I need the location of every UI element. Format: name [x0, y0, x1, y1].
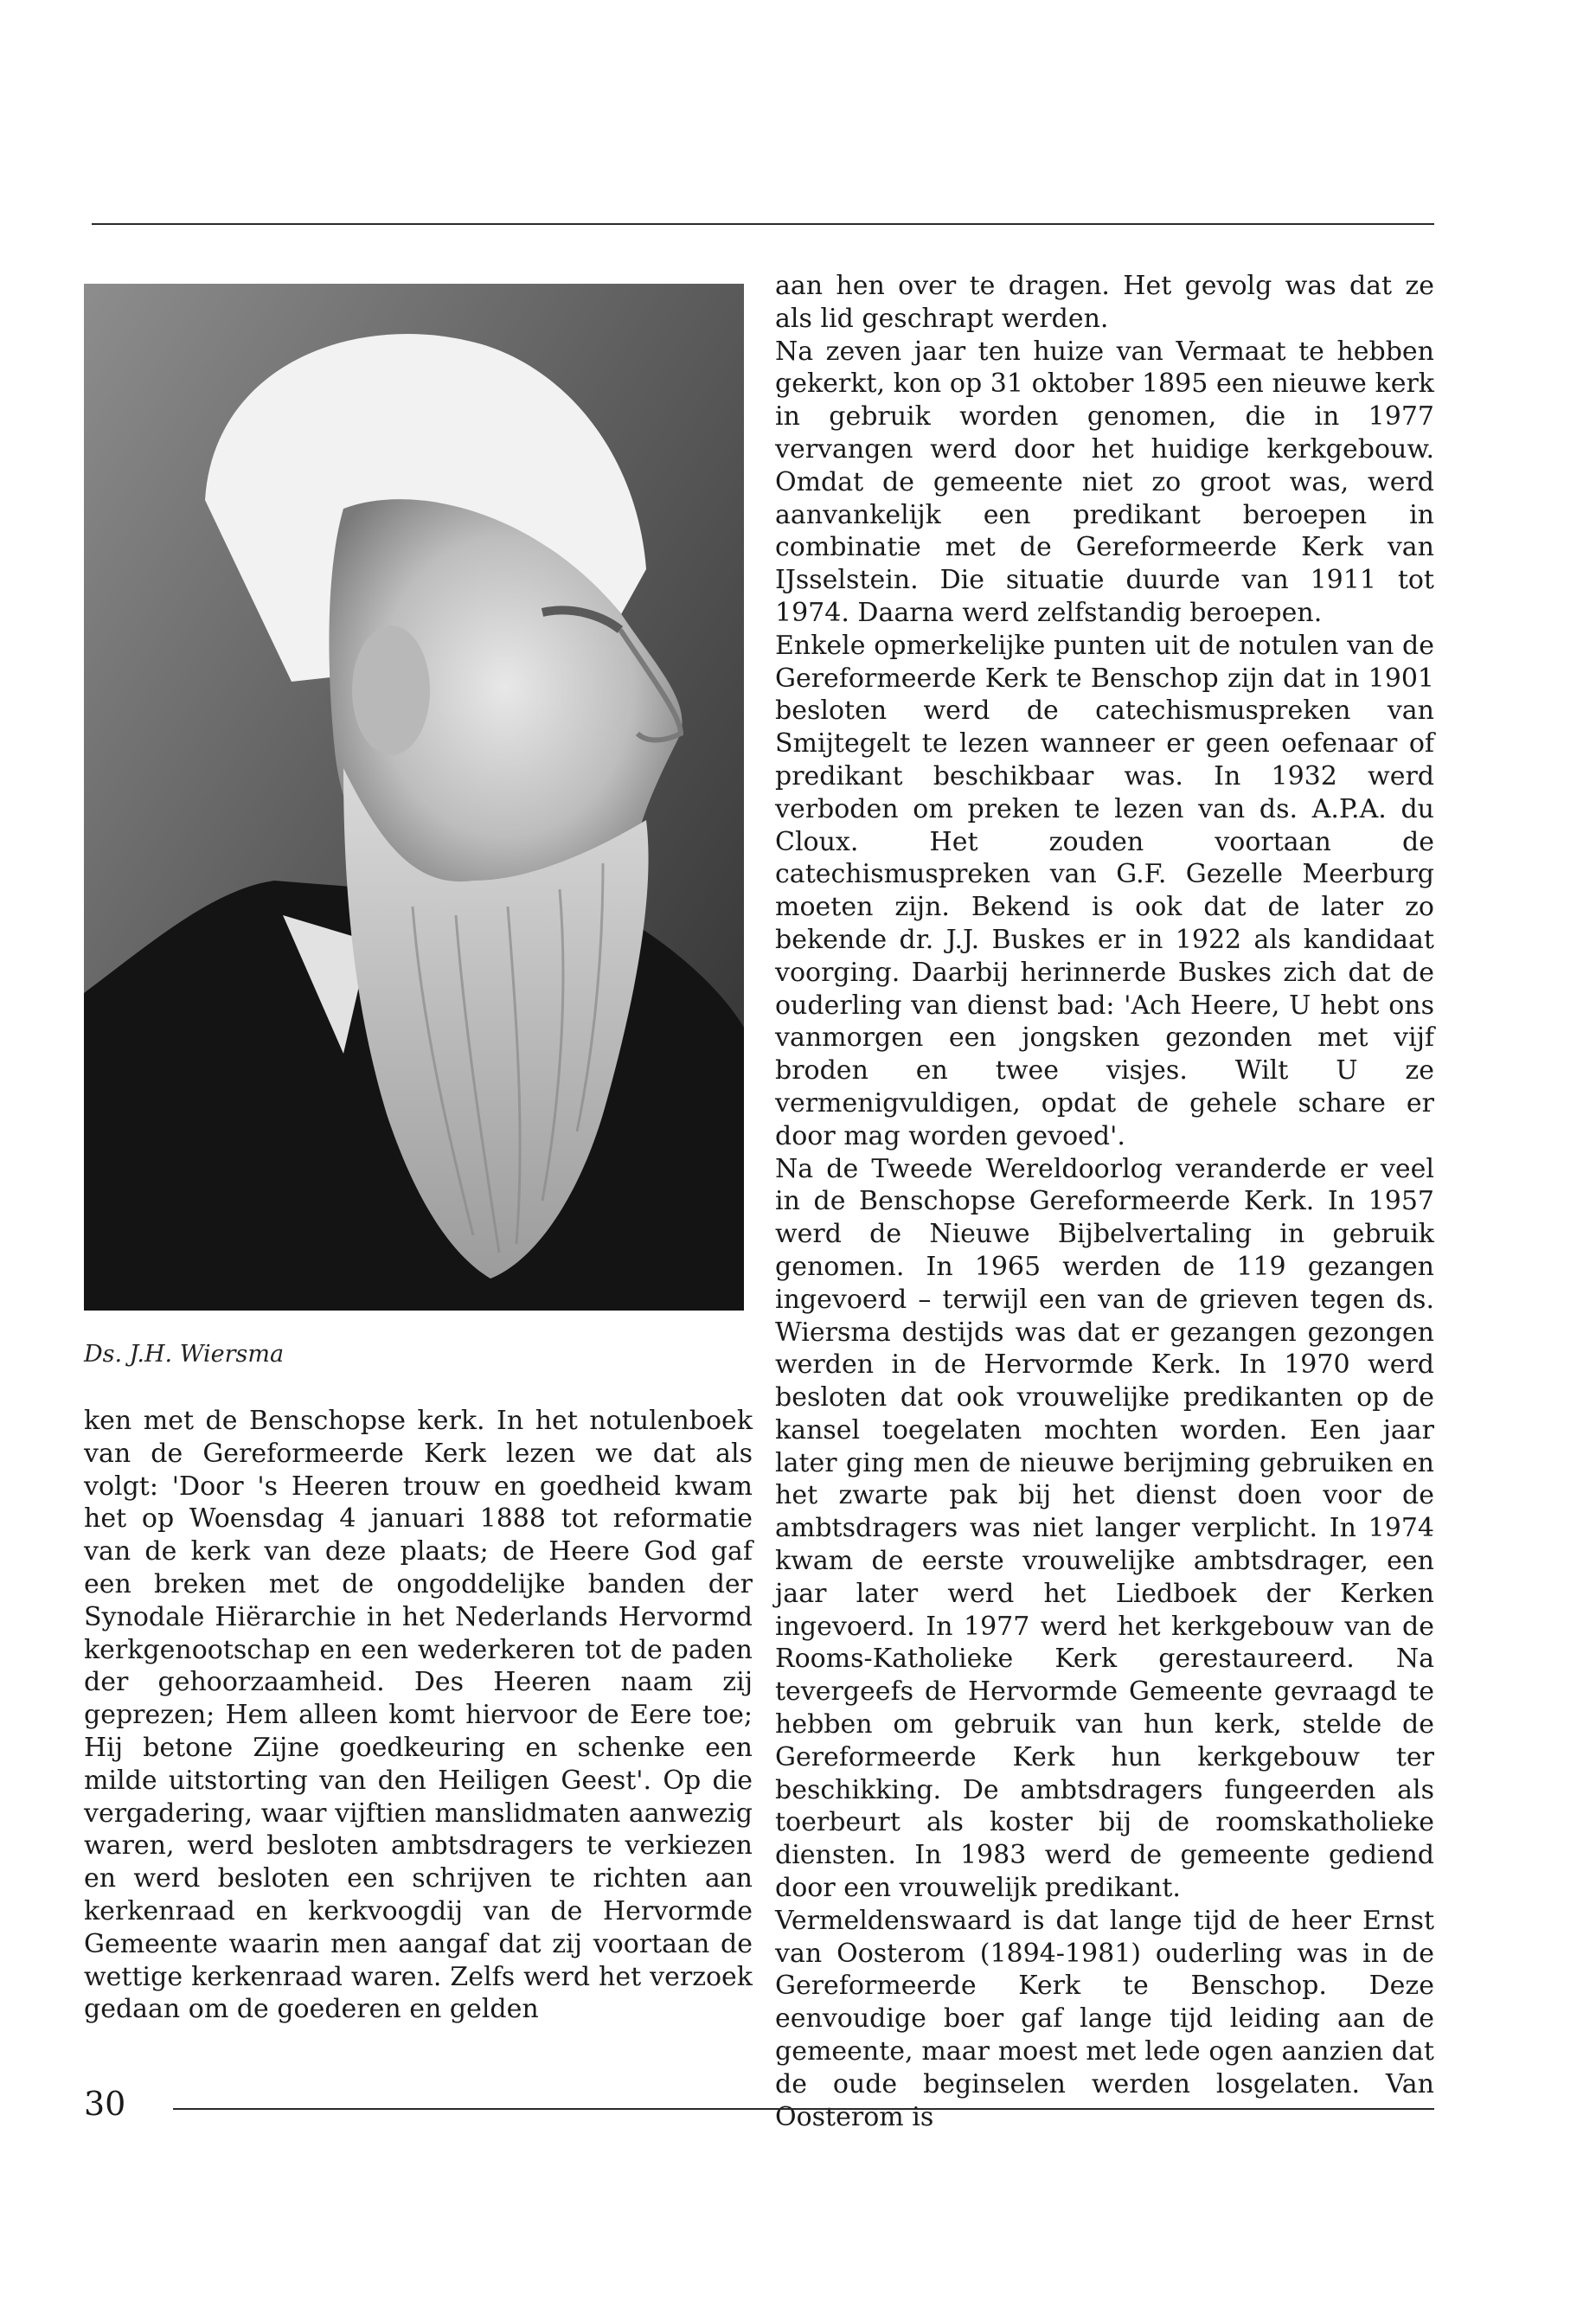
portrait-image-icon: [84, 284, 744, 1311]
footer-rule: [173, 2108, 1434, 2110]
right-text-column: [775, 270, 1434, 2133]
header-rule: [92, 223, 1434, 225]
page-number: 30: [84, 2085, 126, 2123]
right-paragraph-3: Enkele opmerkelijke punten uit de notulen van de Gereformeerde Kerk te Benschop zijn dat in 1901 besloten werd de catechismuspreken van Smijtegelt te lezen wanneer er geen oefenaar of predikant beschikbaar was. In 1932 werd verboden om preken te lezen van ds. A.P.A. du Cloux. Het zouden voortaan de catechismuspreken van G.F. Gezelle Meerburg moeten zijn. Bekend is ook dat de later zo bekende dr. J.J. Buskes er in 1922 als kandidaat voorging. Daarbij herinnerde Buskes zich dat de ouderling van dienst bad: 'Ach Heere, U hebt ons vanmorgen een jongsken gezonden met vijf broden en twee visjes. Wilt U ze vermenigvuldigen, opdat de gehele schare er door mag worden gevoed'.: [775, 630, 1434, 1151]
right-paragraph-5: Vermeldenswaard is dat lange tijd de heer Ernst van Oosterom (1894-1981) ouderling was in de Gereformeerde Kerk te Benschop. Deze eenvoudige boer gaf lange tijd leiding aan de gemeente, maar moest met lede ogen aanzien dat de oude beginselen werden losgelaten. Van Oosterom is: [775, 1905, 1434, 2132]
right-paragraph-1: aan hen over te dragen. Het gevolg was dat ze als lid geschrapt werden.: [775, 271, 1434, 334]
portrait-photo: [84, 284, 744, 1311]
right-paragraph-2: Na zeven jaar ten huize van Vermaat te hebben gekerkt, kon op 31 oktober 1895 een nieuwe kerk in gebruik worden genomen, die in 1977 vervangen werd door het huidige kerkgebouw. Omdat de gemeente niet zo groot was, werd aanvankelijk een predikant beroepen in combinatie met de Gereformeerde Kerk van IJsselstein. Die situatie duurde van 1911 tot 1974. Daarna werd zelfstandig beroepen.: [775, 336, 1434, 628]
right-paragraph-4: Na de Tweede Wereldoorlog veranderde er veel in de Benschopse Gereformeerde Kerk. In 1957 werd de Nieuwe Bijbelvertaling in gebruik genomen. In 1965 werden de 119 gezangen ingevoerd – terwijl een van de grieven tegen ds. Wiersma destijds was dat er gezangen gezongen werden in de Hervormde Kerk. In 1970 werd besloten dat ook vrouwelijke predikanten op de kansel toegelaten mochten worden. Een jaar later ging men de nieuwe berijming gebruiken en het zwarte pak bij het dienst doen voor de ambtsdragers was niet langer verplicht. In 1974 kwam de eerste vrouwelijke ambtsdrager, een jaar later werd het Liedboek der Kerken ingevoerd. In 1977 werd het kerkgebouw van de Rooms-Katholieke Kerk gerestaureerd. Na tevergeefs de Hervormde Gemeente gevraagd te hebben om gebruik van hun kerk, stelde de Gereformeerde Kerk hun kerkgebouw ter beschikking. De ambtsdragers fungeerden als toerbeurt als koster bij de roomskatholieke diensten. In 1983 werd de gemeente gediend door een vrouwelijk predikant.: [775, 1153, 1434, 1904]
left-paragraph-1: ken met de Benschopse kerk. In het notulenboek van de Gereformeerde Kerk lezen we dat als volgt: 'Door 's Heeren trouw en goedheid kwam het op Woensdag 4 januari 1888 tot reformatie van de kerk van deze plaats; de Heere God gaf een breken met de ongoddelijke banden der Synodale Hiërarchie in het Nederlands Hervormd kerkgenootschap en een wederkeren tot de paden der gehoorzaamheid. Des Heeren naam zij geprezen; Hem alleen komt hiervoor de Eere toe; Hij betone Zijne goedkeuring en schenke een milde uitstorting van den Heiligen Geest'. Op die vergadering, waar vijftien manslidmaten aanwezig waren, werd besloten ambtsdragers te verkiezen en werd besloten een schrijven te richten aan kerkenraad en kerkvoogdij van de Hervormde Gemeente waarin men aangaf dat zij voortaan de wettige kerkenraad waren. Zelfs werd het verzoek gedaan om de goederen en gelden: [84, 1406, 753, 2025]
photo-caption: Ds. J.H. Wiersma: [84, 1341, 285, 1368]
left-text-column: [84, 1405, 753, 2026]
